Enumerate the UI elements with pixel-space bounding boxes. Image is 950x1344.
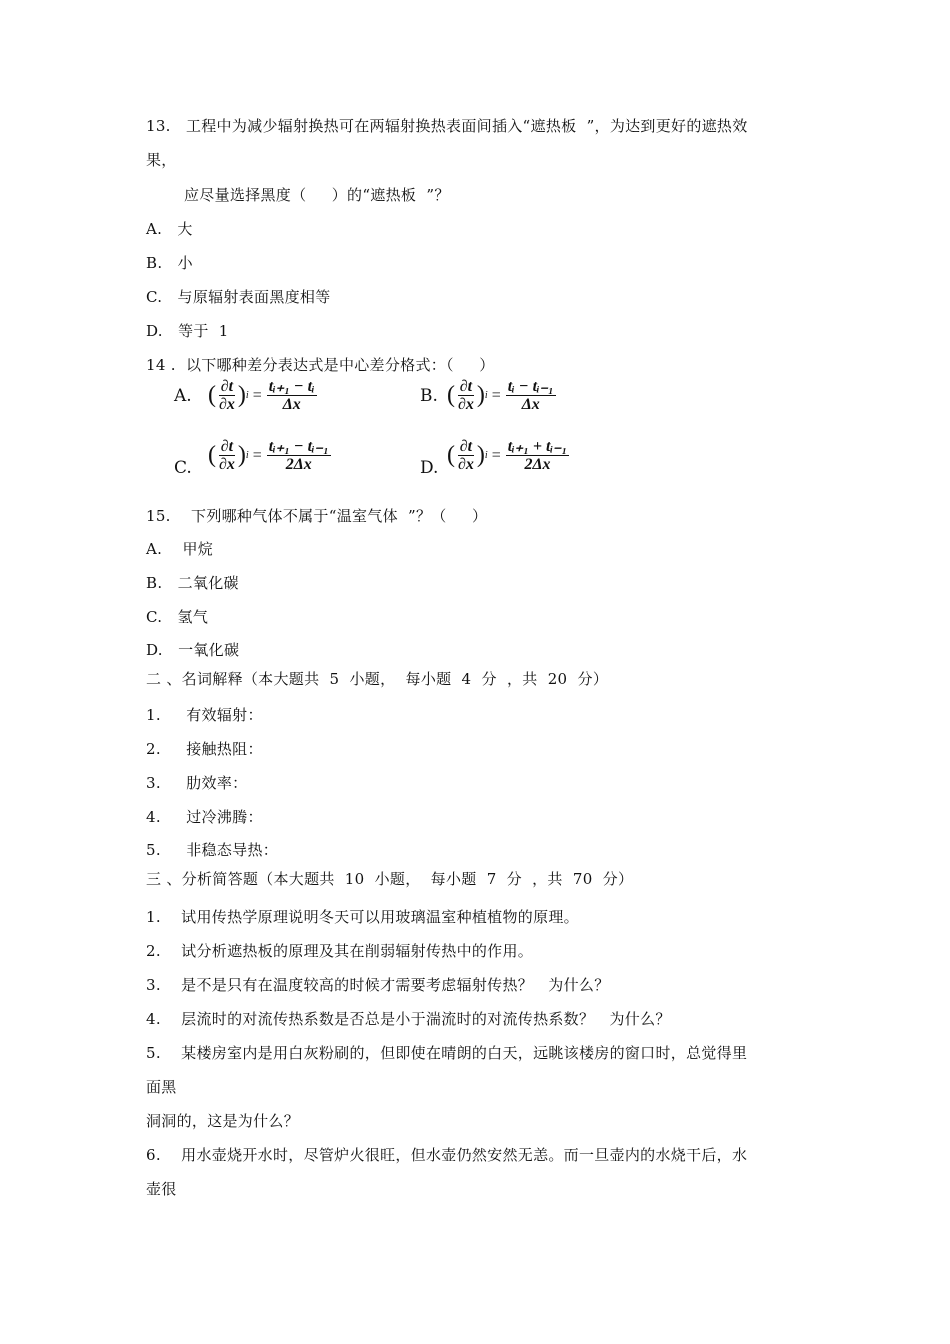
q15-option-d: D. 一氧化碳 (146, 641, 240, 659)
lhs-numerator: ∂t (220, 378, 234, 395)
equals-sign: = (252, 386, 262, 404)
subscript: i (484, 390, 488, 401)
section3-item-6-line2: 壶很 (146, 1180, 177, 1198)
q14-option-b-formula: ( $\frac{\partial t}{\partial x}$ ) i = $\frac{\text{tᵢ − tᵢ₋₁}}{\Delta x}$ (447, 378, 554, 413)
q14-option-b-label: B. (420, 386, 438, 406)
section2-item-3: 3. 肋效率： (146, 774, 248, 792)
section2-heading: 二 、名词解释（本大题共 5 小题， 每小题 4 分 ，共 20 分） (146, 670, 609, 688)
lhs-numerator: ∂t (459, 378, 473, 395)
section3-item-5-line1: 5. 某楼房室内是用白灰粉刷的，但即使在晴朗的白天，远眺该楼房的窗口时，总觉得里 (146, 1044, 748, 1062)
rhs-denominator: Δx (521, 396, 540, 413)
subscript: i (245, 390, 249, 401)
subscript: i (245, 450, 249, 461)
lhs-denominator: ∂x (219, 396, 235, 413)
q13-stem-line2: 果， (146, 151, 177, 169)
rhs-numerator: tᵢ₊₁ + tᵢ₋₁ (507, 438, 568, 455)
section3-item-3: 3. 是不是只有在温度较高的时候才需要考虑辐射传热？ 为什么？ (146, 976, 610, 994)
q14-option-a-label: A. (174, 386, 192, 406)
lhs-denominator: ∂x (458, 396, 474, 413)
rhs-numerator: tᵢ₊₁ − tᵢ₋₁ (268, 438, 329, 455)
section3-item-1: 1. 试用传热学原理说明冬天可以用玻璃温室种植植物的原理。 (146, 908, 579, 926)
equals-sign: = (491, 386, 501, 404)
q14-option-c-label: C. (174, 458, 192, 478)
q15-option-b: B. 二氧化碳 (146, 574, 239, 592)
section3-item-6-line1: 6. 用水壶烧开水时，尽管炉火很旺，但水壶仍然安然无恙。而一旦壶内的水烧干后，水 (146, 1146, 748, 1164)
section2-item-2: 2. 接触热阻： (146, 740, 263, 758)
q13-stem-line3: 应尽量选择黑度（ ）的“遮热板 ”？ (184, 186, 450, 204)
q13-option-b: B. 小 (146, 254, 193, 272)
lhs-numerator: ∂t (220, 438, 234, 455)
q13-stem-line1: 13. 工程中为减少辐射换热可在两辐射换热表面间插入“遮热板 ”，为达到更好的遮热效 (146, 117, 748, 135)
section2-item-1: 1. 有效辐射： (146, 706, 263, 724)
q14-option-d-formula: ( $\frac{\partial t}{\partial x}$ ) i = $\frac{\text{tᵢ₊₁ + tᵢ₋₁}}{2\Delta x}$ (447, 438, 568, 473)
subscript: i (484, 450, 488, 461)
q14-option-d-label: D. (420, 458, 439, 478)
section3-item-2: 2. 试分析遮热板的原理及其在削弱辐射传热中的作用。 (146, 942, 534, 960)
q14-option-a-formula: ( $\frac{\partial t}{\partial x}$ ) i = $\frac{\text{tᵢ₊₁ − tᵢ}}{\Delta x}$ (208, 378, 315, 413)
rhs-numerator: tᵢ₊₁ − tᵢ (268, 378, 315, 395)
rhs-denominator: 2Δx (524, 456, 551, 473)
section3-item-5-line3: 洞洞的，这是为什么？ (146, 1112, 300, 1130)
equals-sign: = (491, 446, 501, 464)
q13-option-d: D. 等于 1 (146, 322, 229, 340)
lhs-numerator: ∂t (459, 438, 473, 455)
q13-option-a: A. 大 (146, 220, 193, 238)
rhs-numerator: tᵢ − tᵢ₋₁ (507, 378, 554, 395)
equals-sign: = (252, 446, 262, 464)
section3-heading: 三 、分析简答题（本大题共 10 小题， 每小题 7 分 ，共 70 分） (146, 870, 634, 888)
rhs-denominator: 2Δx (285, 456, 312, 473)
section3-item-4: 4. 层流时的对流传热系数是否总是小于湍流时的对流传热系数？ 为什么？ (146, 1010, 671, 1028)
rhs-denominator: Δx (282, 396, 301, 413)
section3-item-5-line2: 面黑 (146, 1078, 177, 1096)
q14-stem: 14 . 以下哪种差分表达式是中心差分格式：（ ） (146, 356, 495, 374)
section2-item-4: 4. 过冷沸腾： (146, 808, 263, 826)
q15-option-a: A. 甲烷 (146, 540, 214, 558)
lhs-denominator: ∂x (219, 456, 235, 473)
q13-option-c: C. 与原辐射表面黑度相等 (146, 288, 331, 306)
q15-stem: 15. 下列哪种气体不属于“温室气体 ”？（ ） (146, 507, 488, 525)
section2-item-5: 5. 非稳态导热： (146, 841, 279, 859)
q15-option-c: C. 氢气 (146, 608, 209, 626)
lhs-denominator: ∂x (458, 456, 474, 473)
q14-option-c-formula: ( $\frac{\partial t}{\partial x}$ ) i = $\frac{\text{tᵢ₊₁ − tᵢ₋₁}}{2\Delta x}$ (208, 438, 329, 473)
